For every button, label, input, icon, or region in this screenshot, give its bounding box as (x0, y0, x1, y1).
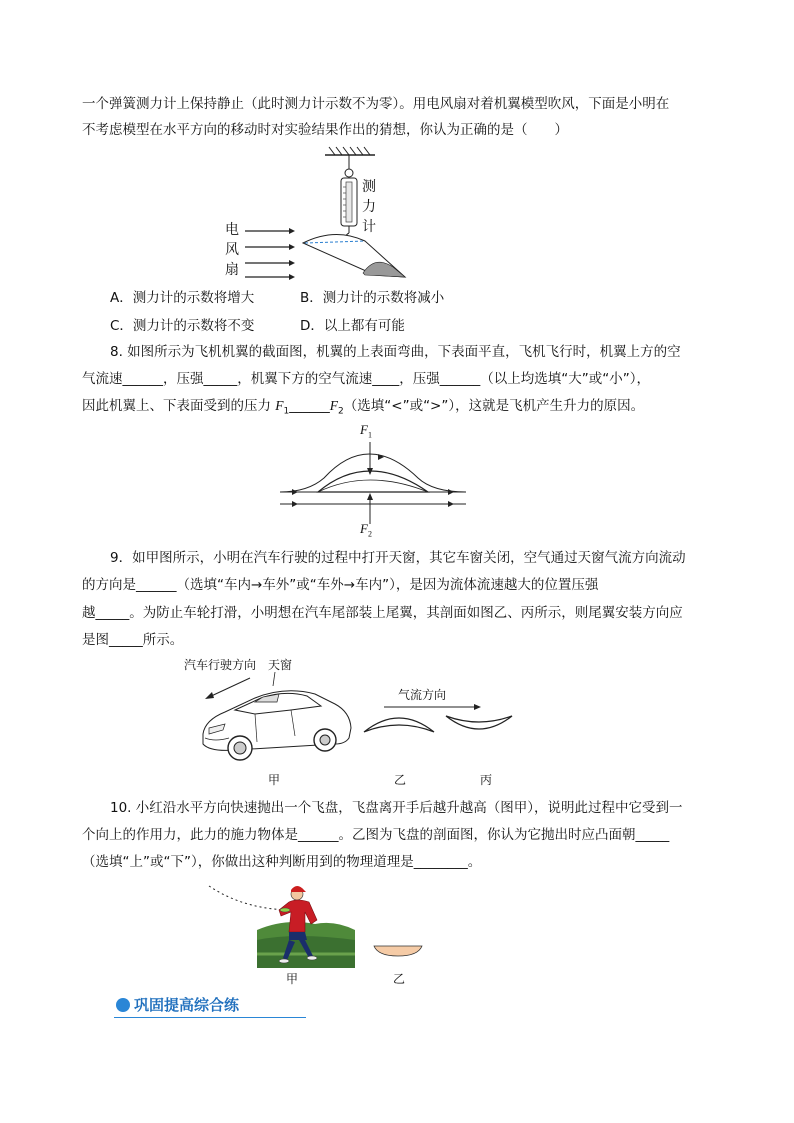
q10-text-line1: 10. 小红沿水平方向快速抛出一个飞盘，飞盘离开手后越升越高（图甲），说明此过程中它受到一 (110, 800, 683, 816)
q7-meter-label-1: 测 (362, 179, 376, 195)
q8-fig-f1-subscript: 1 (367, 430, 372, 440)
q10-text-line3: （选填“上”或“下”），你做出这种判断用到的物理道理是________。 (82, 854, 482, 870)
q8-f1-f2-blank: ______ (289, 398, 330, 414)
section-underline (114, 1017, 306, 1018)
q8-f2-symbol: F (329, 398, 339, 413)
q9-spoiler-bing (444, 712, 514, 736)
q7-option-d: D．以上都有可能 (300, 318, 405, 334)
q10-text-line2: 个向上的作用力，此力的施力物体是______。乙图为飞盘的剖面图，你认为它抛出时应凸面朝_____ (82, 827, 670, 843)
q8-line3-prefix: 因此机翼上、下表面受到的压力 (82, 398, 276, 414)
q9-text-line3: 越_____。为防止车轮打滑，小明想在汽车尾部装上尾翼，其剖面如图乙、丙所示，则尾翼安装方向应 (82, 605, 683, 621)
q7-option-c: C．测力计的示数将不变 (110, 318, 255, 334)
q8-fig-f2-symbol: F (360, 521, 368, 536)
q9-direction-label: 汽车行驶方向 (184, 658, 257, 672)
section-title: 巩固提高综合练 (134, 996, 240, 1014)
q10-frisbee-thrower-figure (205, 880, 360, 970)
q8-line3-suffix: （选填“<”或“>”），这就是飞机产生升力的原因。 (343, 398, 645, 414)
q7-meter-label-3: 计 (362, 219, 376, 235)
q7-fan-label-2: 风 (225, 242, 239, 258)
q8-text-line3 (82, 396, 644, 422)
q7-wing-figure (215, 145, 415, 283)
q9-text-line4: 是图_____所示。 (82, 632, 184, 648)
q8-f1-subscript: 1 (283, 406, 290, 417)
q10-frisbee-section (372, 944, 424, 958)
section-bullet-icon (116, 998, 130, 1012)
q8-airfoil-figure (278, 420, 468, 540)
q8-text-line2: 气流速______，压强_____，机翼下方的空气流速____，压强______（以上均选填“大”或“小”）， (82, 371, 650, 387)
q8-fig-f1-symbol: F (360, 422, 368, 437)
q8-f2-subscript: 2 (338, 406, 344, 417)
q7-fan-label-3: 扇 (225, 262, 239, 278)
q9-caption-bing: 丙 (480, 773, 493, 787)
q7-text-line2: 不考虑模型在水平方向的移动时对实验结果作出的猜想，你认为正确的是（ ） (82, 122, 568, 138)
q7-option-b: B．测力计的示数将减小 (300, 290, 445, 306)
q10-caption-jia: 甲 (286, 972, 299, 986)
q9-text-line1: 9．如甲图所示，小明在汽车行驶的过程中打开天窗，其它车窗关闭，空气通过天窗气流方向流动 (110, 550, 686, 566)
q9-caption-yi: 乙 (394, 773, 407, 787)
q8-text-line1: 8. 如图所示为飞机机翼的截面图，机翼的上表面弯曲，下表面平直，飞机飞行时，机翼上方的空 (110, 344, 681, 360)
q7-text-line1: 一个弹簧测力计上保持静止（此时测力计示数不为零）。用电风扇对着机翼模型吹风，下面是小明在 (82, 96, 670, 112)
q8-fig-f2-subscript: 2 (367, 529, 372, 539)
section-header (114, 992, 306, 1018)
q10-caption-yi: 乙 (393, 972, 406, 986)
q9-airflow-label: 气流方向 (398, 688, 447, 702)
q9-sunroof-label: 天窗 (268, 658, 293, 672)
q7-option-a: A．测力计的示数将增大 (110, 290, 255, 306)
q9-car-figure (195, 672, 355, 764)
q8-fig-f2-label (360, 522, 372, 542)
q9-text-line2: 的方向是______（选填“车内→车外”或“车外→车内”），是因为流体流速越大的位置压强 (82, 577, 599, 593)
q7-fan-label-1: 电 (225, 222, 239, 238)
q9-caption-jia: 甲 (268, 773, 281, 787)
q8-f1-symbol: F (275, 398, 284, 413)
q7-meter-label-2: 力 (362, 199, 376, 215)
q9-spoiler-yi (362, 710, 436, 736)
q8-fig-f1-label (360, 423, 372, 443)
